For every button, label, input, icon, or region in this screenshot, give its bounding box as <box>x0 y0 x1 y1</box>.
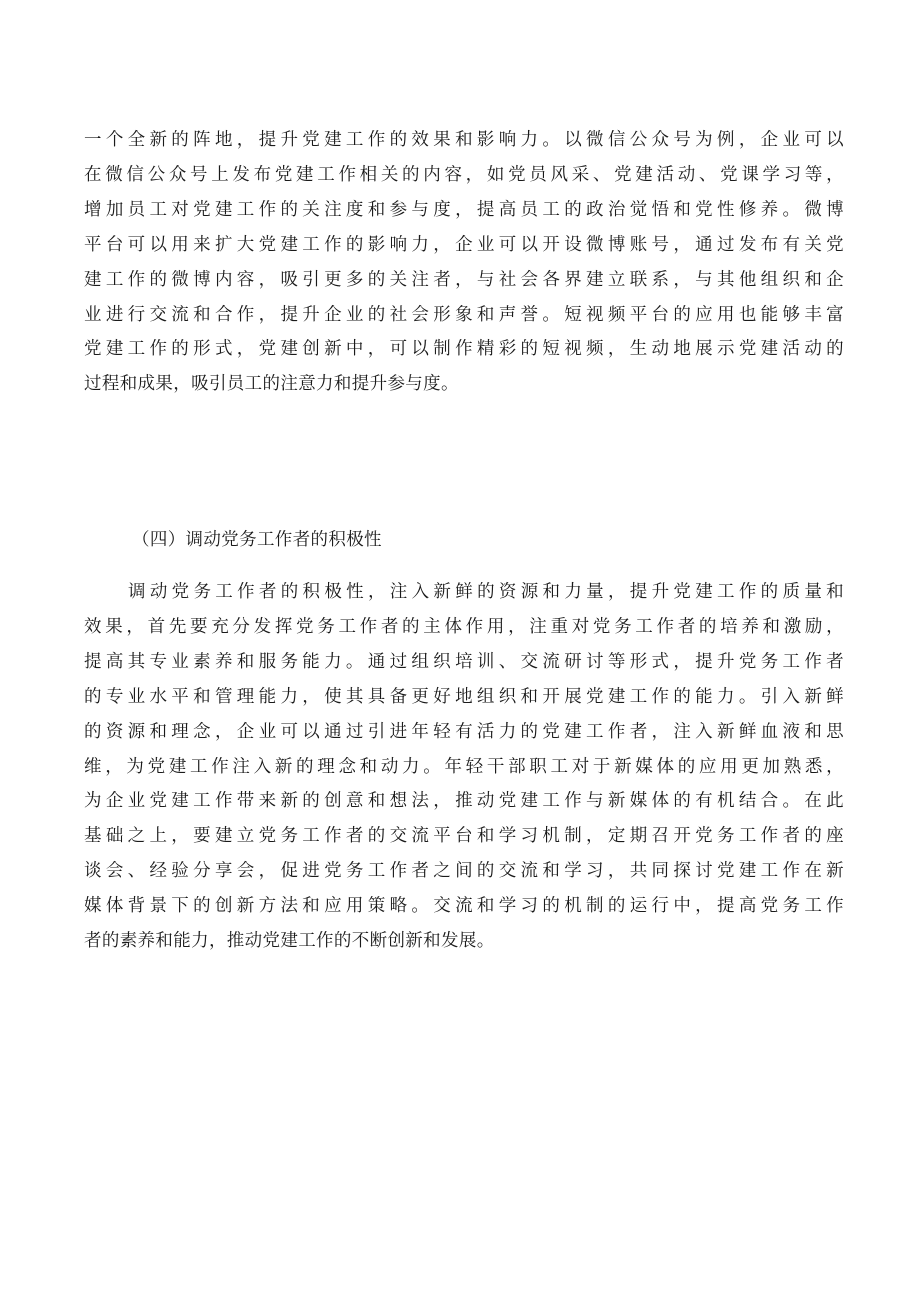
paragraph-line: 者的素养和能力，推动党建工作的不断创新和发展。 <box>84 931 495 952</box>
paragraph-new-media <box>84 123 844 402</box>
paragraph-line: 在微信公众号上发布党建工作相关的内容，如党员风采、党建活动、党课学习等， <box>84 164 844 185</box>
paragraph-line: 一个全新的阵地，提升党建工作的效果和影响力。以微信公众号为例，企业可以 <box>84 130 844 150</box>
paragraph-party-workers <box>84 575 844 959</box>
paragraph-line: 的资源和理念，企业可以通过引进年轻有活力的党建工作者，注入新鲜血液和思 <box>84 721 844 742</box>
paragraph-line: 过程和成果，吸引员工的注意力和提升参与度。 <box>84 374 459 395</box>
paragraph-line: 党建工作的形式，党建创新中，可以制作精彩的短视频，生动地展示党建活动的 <box>84 339 844 360</box>
paragraph-line: 为企业党建工作带来新的创意和想法，推动党建工作与新媒体的有机结合。在此 <box>84 791 844 812</box>
paragraph-line: 增加员工对党建工作的关注度和参与度，提高员工的政治觉悟和党性修养。微博 <box>84 199 844 220</box>
paragraph-line: 业进行交流和合作，提升企业的社会形象和声誉。短视频平台的应用也能够丰富 <box>84 304 844 325</box>
paragraph-line: 提高其专业素养和服务能力。通过组织培训、交流研讨等形式，提升党务工作者 <box>84 651 844 672</box>
paragraph-line: 效果，首先要充分发挥党务工作者的主体作用，注重对党务工作者的培养和激励， <box>84 616 844 637</box>
paragraph-line: 平台可以用来扩大党建工作的影响力，企业可以开设微博账号，通过发布有关党 <box>84 234 844 255</box>
paragraph-line: 调动党务工作者的积极性，注入新鲜的资源和力量，提升党建工作的质量和 <box>128 582 844 602</box>
paragraph-line: 基础之上，要建立党务工作者的交流平台和学习机制，定期召开党务工作者的座 <box>84 826 844 847</box>
paragraph-line: 建工作的微博内容，吸引更多的关注者，与社会各界建立联系，与其他组织和企 <box>84 269 844 290</box>
section-heading: （四）调动党务工作者的积极性 <box>132 530 382 550</box>
paragraph-line: 的专业水平和管理能力，使其具备更好地组织和开展党建工作的能力。引入新鲜 <box>84 686 844 707</box>
paragraph-line: 媒体背景下的创新方法和应用策略。交流和学习的机制的运行中，提高党务工作 <box>84 896 844 917</box>
paragraph-line: 维，为党建工作注入新的理念和动力。年轻干部职工对于新媒体的应用更加熟悉， <box>84 756 844 777</box>
paragraph-line: 谈会、经验分享会，促进党务工作者之间的交流和学习，共同探讨党建工作在新 <box>84 861 844 882</box>
